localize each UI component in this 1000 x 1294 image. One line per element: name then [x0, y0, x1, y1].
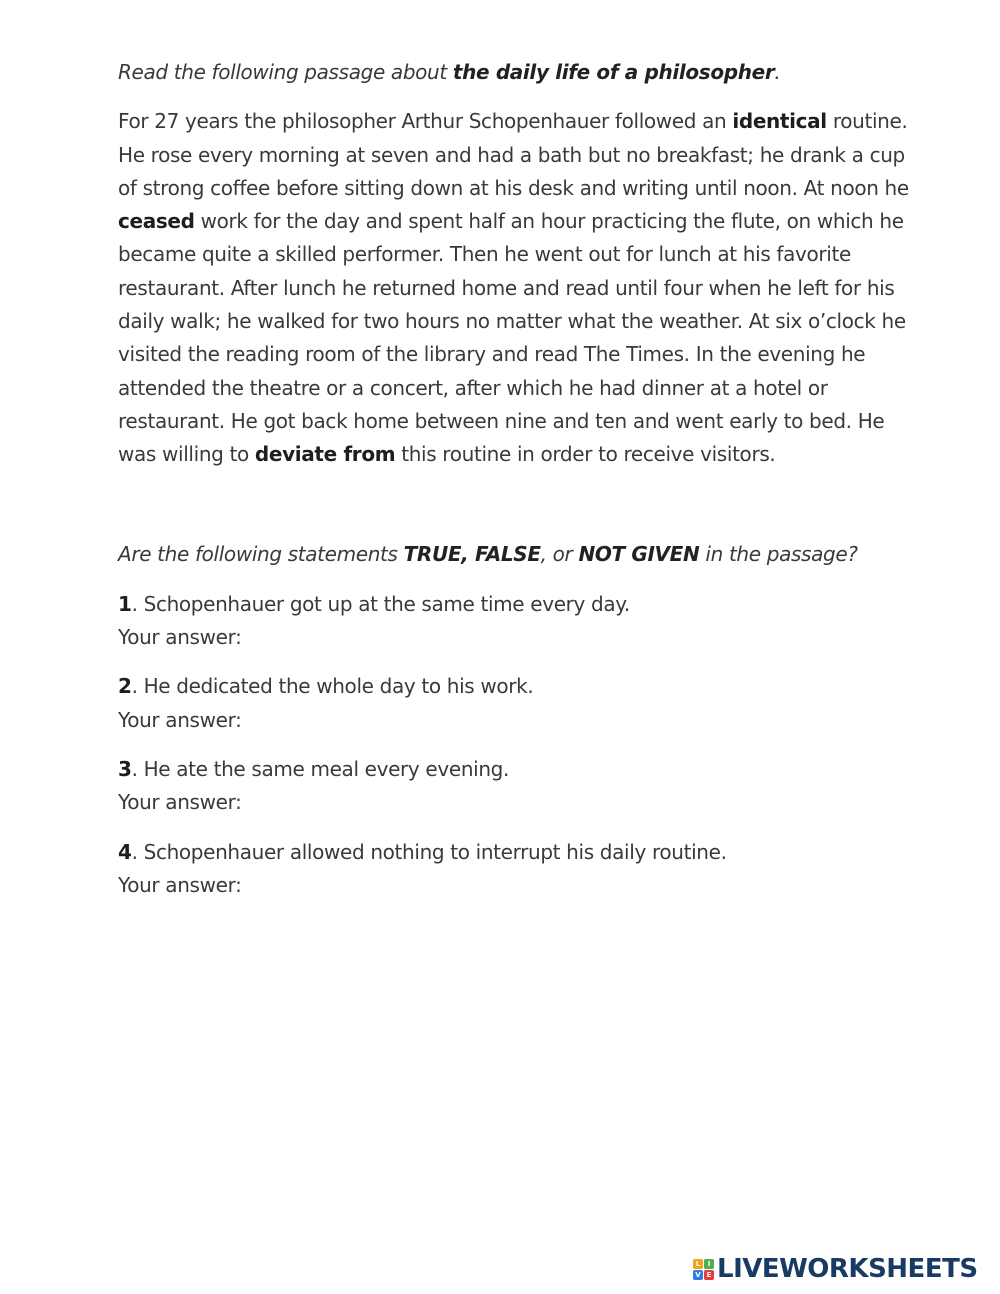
reading-passage	[118, 105, 928, 471]
logo-mark-cell: E	[704, 1270, 714, 1280]
question-number: 1	[118, 591, 132, 616]
instruction-suffix: .	[774, 60, 781, 84]
vocab-deviate-from: deviate from	[254, 442, 396, 467]
question-1	[118, 588, 928, 655]
reading-instruction	[118, 56, 928, 89]
question-text: . Schopenhauer got up at the same time every day.	[131, 591, 630, 616]
q-instr-not-given: NOT GIVEN	[578, 541, 700, 566]
question-number: 2	[118, 674, 132, 699]
question-3	[118, 753, 928, 820]
q-instr-prefix: Are the following statements	[118, 541, 404, 566]
questions-instruction	[118, 538, 928, 571]
question-number: 3	[118, 757, 132, 782]
question-number: 4	[118, 839, 132, 864]
answer-field[interactable]: Your answer:	[118, 872, 242, 897]
passage-text: work for the day and spent half an hour practicing the flute, on which he became quite a skilled performer. Then he went out for lunch at his favorite restaurant. After lunch he returned home and read until four when he left for his daily walk; he walked for two hours no matter what the weather. At six o’clock he visited the reading room of the library and read The Times. In the evening he attended the theatre or a concert, after which he had dinner at a hotel or restaurant. He got back home between nine and ten and went early to bed. He was willing to	[118, 209, 906, 467]
question-2	[118, 670, 928, 737]
liveworksheets-logo	[693, 1254, 978, 1284]
logo-mark-cell: V	[693, 1270, 703, 1280]
q-instr-middle: , or	[540, 541, 579, 566]
answer-field[interactable]: Your answer:	[118, 790, 242, 815]
passage-text: routine. He rose every morning at seven and had a bath but no breakfast; he drank a cup of strong coffee before sitting down at his desk and writing until noon. At noon he	[118, 109, 909, 200]
instruction-prefix: Read the following passage about	[118, 60, 453, 84]
question-text: . He dedicated the whole day to his work.	[131, 674, 534, 699]
question-text: . He ate the same meal every evening.	[131, 757, 510, 782]
logo-mark-icon	[693, 1259, 714, 1280]
logo-text: LIVEWORKSHEETS	[717, 1254, 978, 1284]
logo-mark-cell: L	[693, 1259, 703, 1269]
worksheet-content	[118, 56, 928, 918]
q-instr-suffix: in the passage?	[699, 541, 858, 566]
question-text: . Schopenhauer allowed nothing to interrupt his daily routine.	[131, 839, 727, 864]
passage-text: this routine in order to receive visitors.	[395, 442, 776, 467]
answer-field[interactable]: Your answer:	[118, 707, 242, 732]
question-4	[118, 836, 928, 903]
instruction-topic: the daily life of a philosopher	[452, 60, 775, 84]
vocab-identical: identical	[732, 109, 827, 134]
logo-mark-cell: I	[704, 1259, 714, 1269]
answer-field[interactable]: Your answer:	[118, 625, 242, 650]
vocab-ceased: ceased	[118, 209, 195, 234]
q-instr-true-false: TRUE, FALSE	[403, 541, 541, 566]
passage-text: For 27 years the philosopher Arthur Schopenhauer followed an	[118, 109, 733, 134]
